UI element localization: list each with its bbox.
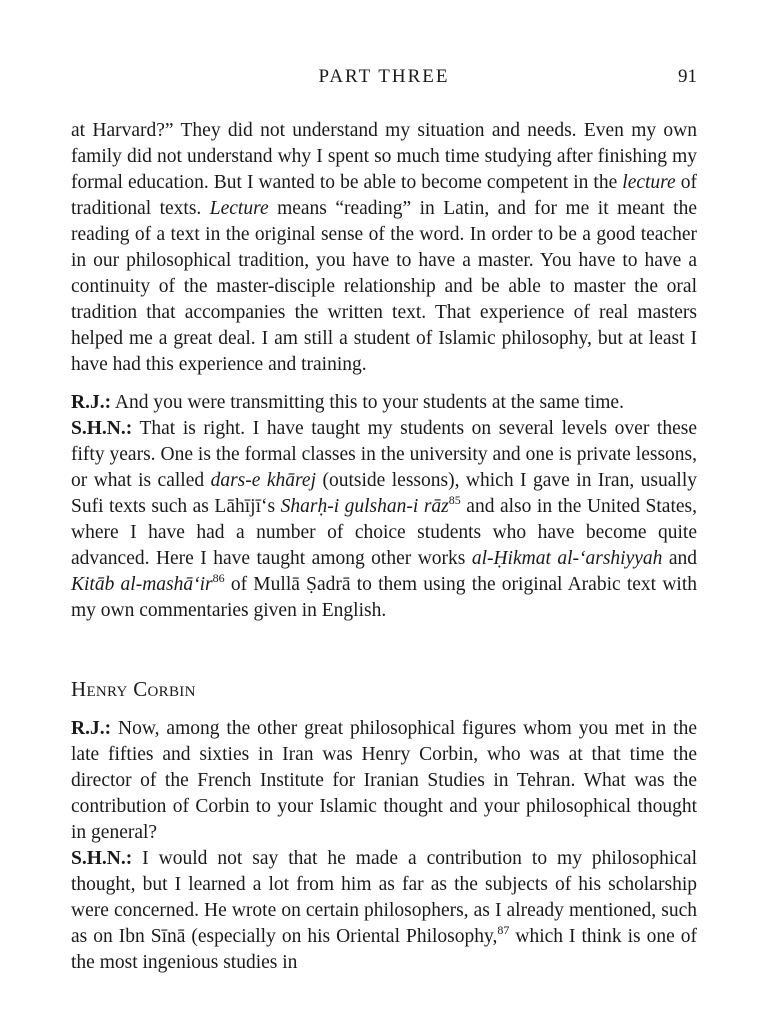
italic-title: al-Ḥikmat al-‘arshiyyah bbox=[471, 548, 663, 569]
running-head-title: PART THREE bbox=[318, 66, 450, 87]
body-text bbox=[71, 118, 697, 976]
paragraph-continuation: at Harvard?” They did not understand my situation and needs. Even my own family did not understand why I spent so much time studying after finishing my formal education. But I wanted to be able to become competent in the lecture of traditional texts. Lecture means “reading” in Latin, and for me it meant the reading of a text in the original sense of the word. In order to be a good teacher in our philosophical tradition, you have to have a master. You have to have a continuity of the master-disciple relationship and be able to master the oral tradition that accompanies the written text. That experience of real masters helped me a great deal. I am still a student of Islamic philosophy, but at least I have had this experience and training. bbox=[71, 120, 697, 375]
footnote-ref[interactable]: 85 bbox=[448, 493, 461, 507]
dialogue-rj: R.J.: And you were transmitting this to your students at the same time. bbox=[71, 392, 624, 413]
footnote-ref[interactable]: 86 bbox=[212, 571, 225, 585]
dialogue-rj: R.J.: Now, among the other great philosophical figures whom you met in the late fifties and sixties in Iran was Henry Corbin, who was at that time the director of the French Institute for Iranian Studies in Tehran. What was the contribution of Corbin to your Islamic thought and your philosophical thought in general? bbox=[71, 718, 697, 843]
dialogue-shn: S.H.N.: That is right. I have taught my students on several levels over these fifty years. One is the formal classes in the university and one is private lessons, or what is called dars-e khārej (outside lessons), which I gave in Iran, usually Sufi texts such as Lāhījī‘s Sharḥ-i gulshan-i rāz$^{85}$ and also in the United States, where I have had a number of choice students who have become quite advanced. Here I have taught among other works al-Ḥikmat al-‘arshiyyah and Kitāb $al-mashā‘ir^{86}$ of Mullā Ṣadrā to them using the original Arabic text with my own commentaries given in English. bbox=[71, 418, 697, 621]
page-number: 91 bbox=[678, 66, 697, 87]
footnote-ref[interactable]: 87 bbox=[497, 923, 510, 937]
italic-term: dars-e khārej bbox=[210, 470, 316, 491]
italic-term: Lecture bbox=[209, 198, 269, 219]
speaker-label: S.H.N.: bbox=[71, 418, 133, 439]
italic-term: lecture bbox=[622, 172, 676, 193]
dialogue-shn: S.H.N.: I would not say that he made a contribution to my philosophical thought, but I learned a lot from him as far as the subjects of his scholarship were concerned. He wrote on certain philosophers, as I already mentioned, such as on Ibn Sīnā (especially on his Oriental Philosophy,$^{87}$ which I think is one of the most ingenious studies in bbox=[71, 848, 698, 973]
running-head bbox=[71, 66, 697, 90]
section-heading: Henry Corbin bbox=[71, 677, 196, 701]
italic-title: Sharḥ-i gulshan-i rāz bbox=[280, 496, 449, 517]
speaker-label: S.H.N.: bbox=[71, 848, 133, 869]
italic-title: Kitāb al-mashā‘ir bbox=[71, 574, 213, 595]
speaker-label: R.J.: bbox=[71, 718, 112, 739]
speaker-label: R.J.: bbox=[71, 392, 112, 413]
